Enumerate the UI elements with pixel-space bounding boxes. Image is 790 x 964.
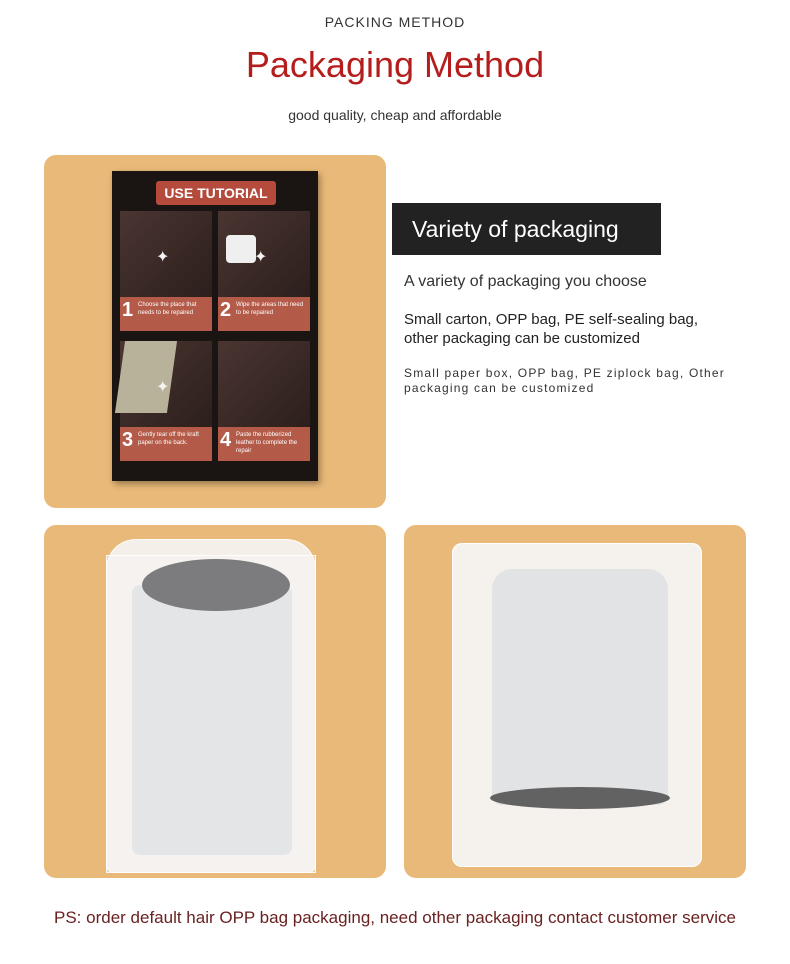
- peel-backing-image: ✦: [120, 341, 212, 427]
- tutorial-step-2: [218, 211, 310, 331]
- tutorial-step-4: [218, 341, 310, 461]
- step-text: Paste the rubberized leather to complete the repair: [236, 432, 298, 454]
- page-title: Packaging Method: [245, 44, 545, 85]
- opp-bag-photo-card: [44, 525, 386, 878]
- tutorial-carton: [112, 171, 318, 481]
- tutorial-step-1: [120, 211, 212, 331]
- leather-damage-image: ✦: [120, 211, 212, 297]
- step-number: 3: [122, 429, 134, 451]
- bag-overlay: [452, 543, 702, 867]
- packaging-note: PS: order default hair OPP bag packaging, need other packaging contact customer service: [54, 908, 736, 927]
- step-number: 4: [220, 429, 232, 451]
- variety-intro: A variety of packaging you choose: [404, 273, 647, 290]
- variety-heading: Variety of packaging: [392, 203, 661, 255]
- variety-options: Small carton, OPP bag, PE self-sealing bag, other packaging can be customized: [404, 311, 699, 347]
- step-text: Wipe the areas that need to be repaired: [236, 302, 304, 316]
- step-number: 2: [220, 299, 232, 321]
- wipe-area-image: ✦: [218, 211, 310, 297]
- step-text: Choose the place that needs to be repaired: [138, 302, 197, 316]
- pe-bag-photo-card: [404, 525, 746, 878]
- repaired-leather-image: [218, 341, 310, 427]
- section-eyebrow: PACKING METHOD: [324, 14, 466, 30]
- step-text: Gently tear off the kraft paper on the back.: [138, 432, 199, 446]
- tutorial-step-3: [120, 341, 212, 461]
- bag-overlay: [106, 555, 316, 873]
- carton-photo-card: [44, 155, 386, 508]
- page-subtitle: good quality, cheap and affordable: [288, 107, 502, 123]
- step-number: 1: [122, 299, 134, 321]
- variety-options-alt: Small paper box, OPP bag, PE ziplock bag, Other packaging can be customized: [404, 366, 725, 395]
- use-tutorial-badge: USE TUTORIAL: [156, 181, 276, 205]
